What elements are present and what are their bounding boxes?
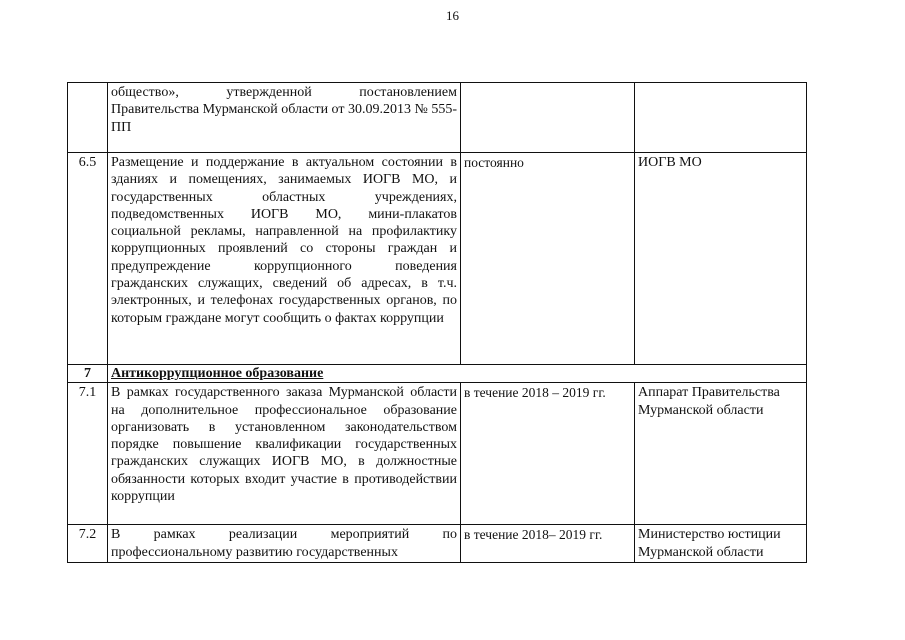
row-number — [68, 83, 108, 153]
responsible-cell — [635, 83, 807, 153]
term-cell: постоянно — [461, 153, 635, 365]
measure-text: В рамках государственного заказа Мурманской области на дополнительное профессиональное образование организовать в установленном законодательством порядке повышение квалификации государственных гражданских служащих ИОГВ МО, в должностные обязанности которых входит участие в противодействии коррупции — [108, 383, 461, 525]
section-title: Антикоррупционное образование — [108, 365, 807, 383]
action-plan-table — [67, 82, 807, 563]
table-row — [68, 383, 807, 525]
row-number: 7.1 — [68, 383, 108, 525]
term-cell — [461, 83, 635, 153]
responsible-cell: Аппарат Правительства Мурманской области — [635, 383, 807, 525]
page-number: 16 — [446, 8, 459, 23]
table-row — [68, 525, 807, 563]
section-header-row — [68, 365, 807, 383]
measure-text: В рамках реализации мероприятий по профессиональному развитию государственных — [108, 525, 461, 563]
row-number: 6.5 — [68, 153, 108, 365]
measure-text: Размещение и поддержание в актуальном состоянии в зданиях и помещениях, занимаемых ИОГВ МО, и государственных областных учреждениях, подведомственных ИОГВ МО, мини-плакатов социальной рекламы, направленной на профилактику коррупционных проявлений со стороны граждан и предупреждение коррупционного поведения гражданских служащих, сведений об адресах, в т.ч. электронных, и телефонах государственных органов, по которым граждане могут сообщить о фактах коррупции — [108, 153, 461, 365]
responsible-cell: Министерство юстиции Мурманской области — [635, 525, 807, 563]
section-number: 7 — [68, 365, 108, 383]
row-number: 7.2 — [68, 525, 108, 563]
table-row — [68, 83, 807, 153]
term-cell: в течение 2018– 2019 гг. — [461, 525, 635, 563]
term-cell: в течение 2018 – 2019 гг. — [461, 383, 635, 525]
responsible-cell: ИОГВ МО — [635, 153, 807, 365]
table-row — [68, 153, 807, 365]
measure-text: общество», утвержденной постановлением Правительства Мурманской области от 30.09.2013 № 555-ПП — [108, 83, 461, 153]
